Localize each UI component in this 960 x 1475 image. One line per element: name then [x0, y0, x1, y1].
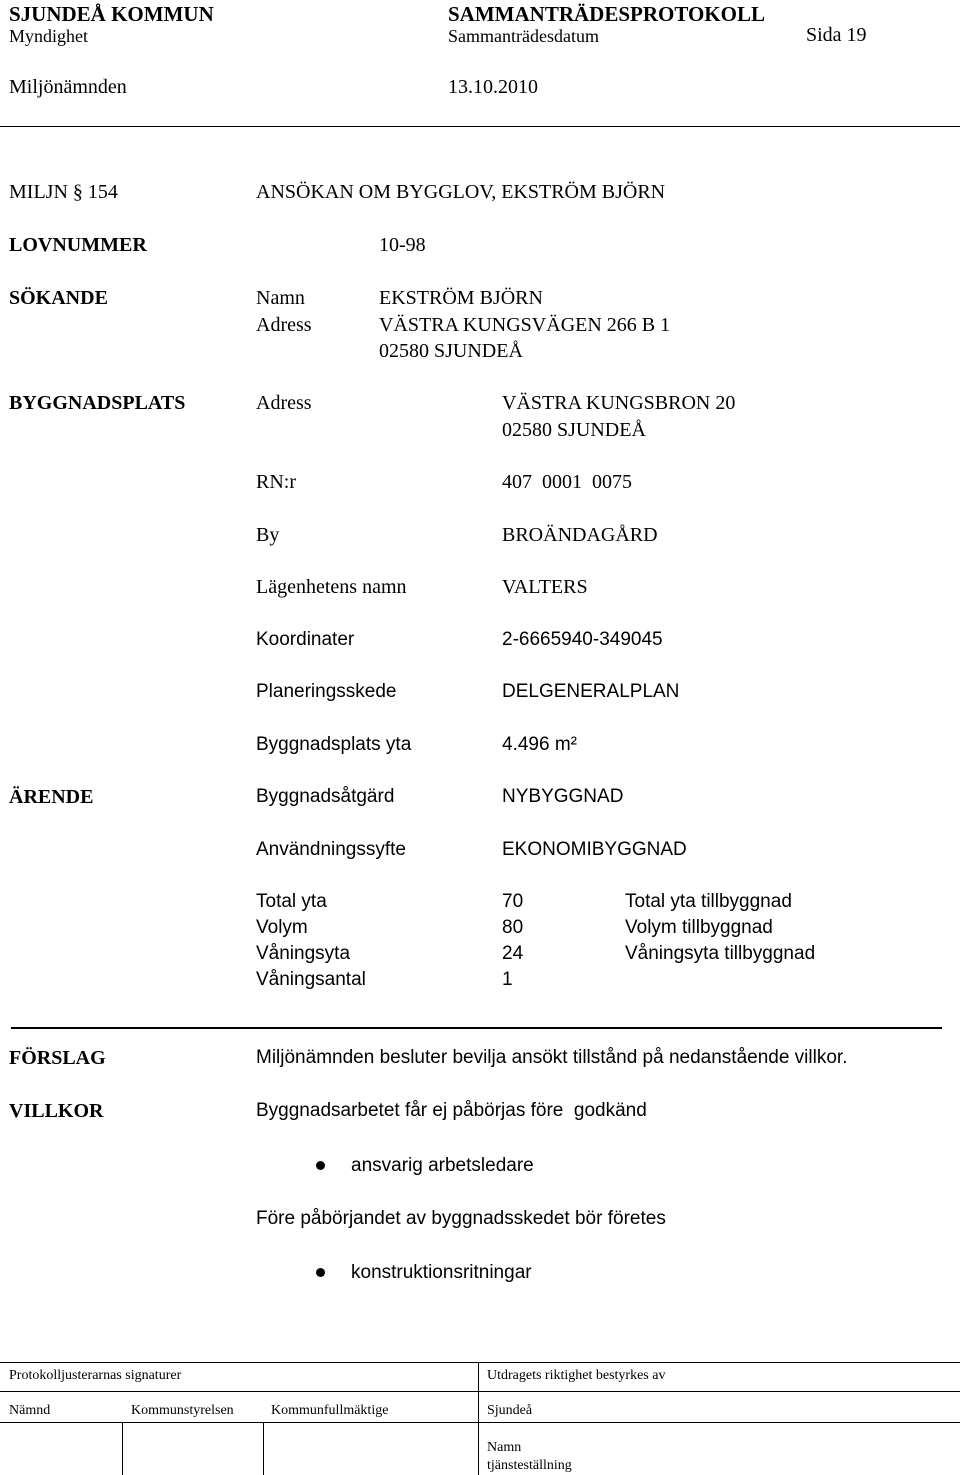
- case-title: ANSÖKAN OM BYGGLOV, EKSTRÖM BJÖRN: [256, 181, 666, 203]
- lov-number: 10-98: [379, 234, 426, 256]
- site-row-value: VALTERS: [502, 576, 588, 598]
- footer-title-label: tjänsteställning: [487, 1458, 572, 1473]
- area-extension-label: Volym tillbyggnad: [625, 917, 773, 938]
- site-row-label: RN:r: [256, 471, 296, 493]
- authority-label: Myndighet: [9, 26, 88, 46]
- footer-col-council: Kommunfullmäktige: [271, 1403, 389, 1418]
- document-type: SAMMANTRÄDESPROTOKOLL: [448, 2, 765, 26]
- applicant-address-line2: 02580 SJUNDEÅ: [379, 340, 523, 362]
- area-extension-label: Total yta tillbyggnad: [625, 891, 792, 912]
- footer-rule: [0, 1391, 960, 1392]
- site-row-value: DELGENERALPLAN: [502, 681, 680, 702]
- site-row-value: BROÄNDAGÅRD: [502, 524, 658, 546]
- matter-label: ÄRENDE: [9, 786, 94, 808]
- site-row-value: 407 0001 0075: [502, 471, 632, 493]
- applicant-name: EKSTRÖM BJÖRN: [379, 287, 543, 309]
- proposal-divider: [11, 1027, 942, 1029]
- meeting-date-label: Sammanträdesdatum: [448, 26, 599, 46]
- bullet-icon: [316, 1268, 325, 1277]
- area-value: 80: [502, 917, 524, 938]
- applicant-label: SÖKANDE: [9, 287, 108, 309]
- area-label: Total yta: [256, 891, 327, 912]
- organization-name: SJUNDEÅ KOMMUN: [9, 2, 214, 26]
- case-number: MILJN § 154: [9, 181, 118, 203]
- site-address-line2: 02580 SJUNDEÅ: [502, 419, 646, 441]
- applicant-address-label: Adress: [256, 314, 312, 336]
- site-row-value: 2-6665940-349045: [502, 629, 663, 650]
- condition-item: konstruktionsritningar: [351, 1262, 532, 1283]
- page-number: Sida 19: [806, 24, 867, 46]
- area-value: 24: [502, 943, 524, 964]
- footer-divider: [122, 1422, 123, 1475]
- site-row-label: Koordinater: [256, 629, 355, 650]
- meeting-date: 13.10.2010: [448, 76, 538, 98]
- proposal-text: Miljönämnden besluter bevilja ansökt tillstånd på nedanstående villkor.: [256, 1047, 848, 1068]
- proposal-label: FÖRSLAG: [9, 1047, 106, 1069]
- footer-rule: [0, 1422, 960, 1423]
- condition-item: ansvarig arbetsledare: [351, 1155, 534, 1176]
- footer-divider: [263, 1422, 264, 1475]
- applicant-name-label: Namn: [256, 287, 305, 309]
- site-address-line1: VÄSTRA KUNGSBRON 20: [502, 392, 736, 414]
- bullet-icon: [316, 1161, 325, 1170]
- area-label: Våningsyta: [256, 943, 351, 964]
- site-address-label: Adress: [256, 392, 312, 414]
- signatures-label: Protokolljusterarnas signaturer: [9, 1368, 182, 1383]
- use-value: EKONOMIBYGGNAD: [502, 839, 687, 860]
- authority-name: Miljönämnden: [9, 76, 127, 98]
- header-divider: [0, 126, 960, 127]
- use-label: Användningssyfte: [256, 839, 406, 860]
- area-value: 70: [502, 891, 524, 912]
- footer-top-rule: [0, 1362, 960, 1363]
- footer-name-label: Namn: [487, 1440, 522, 1455]
- certification-label: Utdragets riktighet bestyrkes av: [487, 1368, 666, 1383]
- footer-divider: [478, 1362, 479, 1475]
- site-row-label: By: [256, 524, 280, 546]
- measure-label: Byggnadsåtgärd: [256, 786, 395, 807]
- lov-label: LOVNUMMER: [9, 234, 147, 256]
- footer-place: Sjundeå: [487, 1403, 533, 1418]
- site-row-label: Planeringsskede: [256, 681, 397, 702]
- area-label: Volym: [256, 917, 308, 938]
- area-extension-label: Våningsyta tillbyggnad: [625, 943, 816, 964]
- area-label: Våningsantal: [256, 969, 366, 990]
- area-value: 1: [502, 969, 513, 990]
- conditions-intro-2: Före påbörjandet av byggnadsskedet bör företes: [256, 1208, 666, 1229]
- site-row-value: 4.496 m²: [502, 734, 577, 755]
- site-label: BYGGNADSPLATS: [9, 392, 186, 414]
- footer-col-board: Kommunstyrelsen: [131, 1403, 234, 1418]
- applicant-address-line1: VÄSTRA KUNGSVÄGEN 266 B 1: [379, 314, 671, 336]
- site-row-label: Byggnadsplats yta: [256, 734, 412, 755]
- conditions-intro: Byggnadsarbetet får ej påbörjas före godkänd: [256, 1100, 647, 1121]
- conditions-label: VILLKOR: [9, 1100, 104, 1122]
- site-row-label: Lägenhetens namn: [256, 576, 407, 598]
- measure-value: NYBYGGNAD: [502, 786, 624, 807]
- footer-col-committee: Nämnd: [9, 1403, 51, 1418]
